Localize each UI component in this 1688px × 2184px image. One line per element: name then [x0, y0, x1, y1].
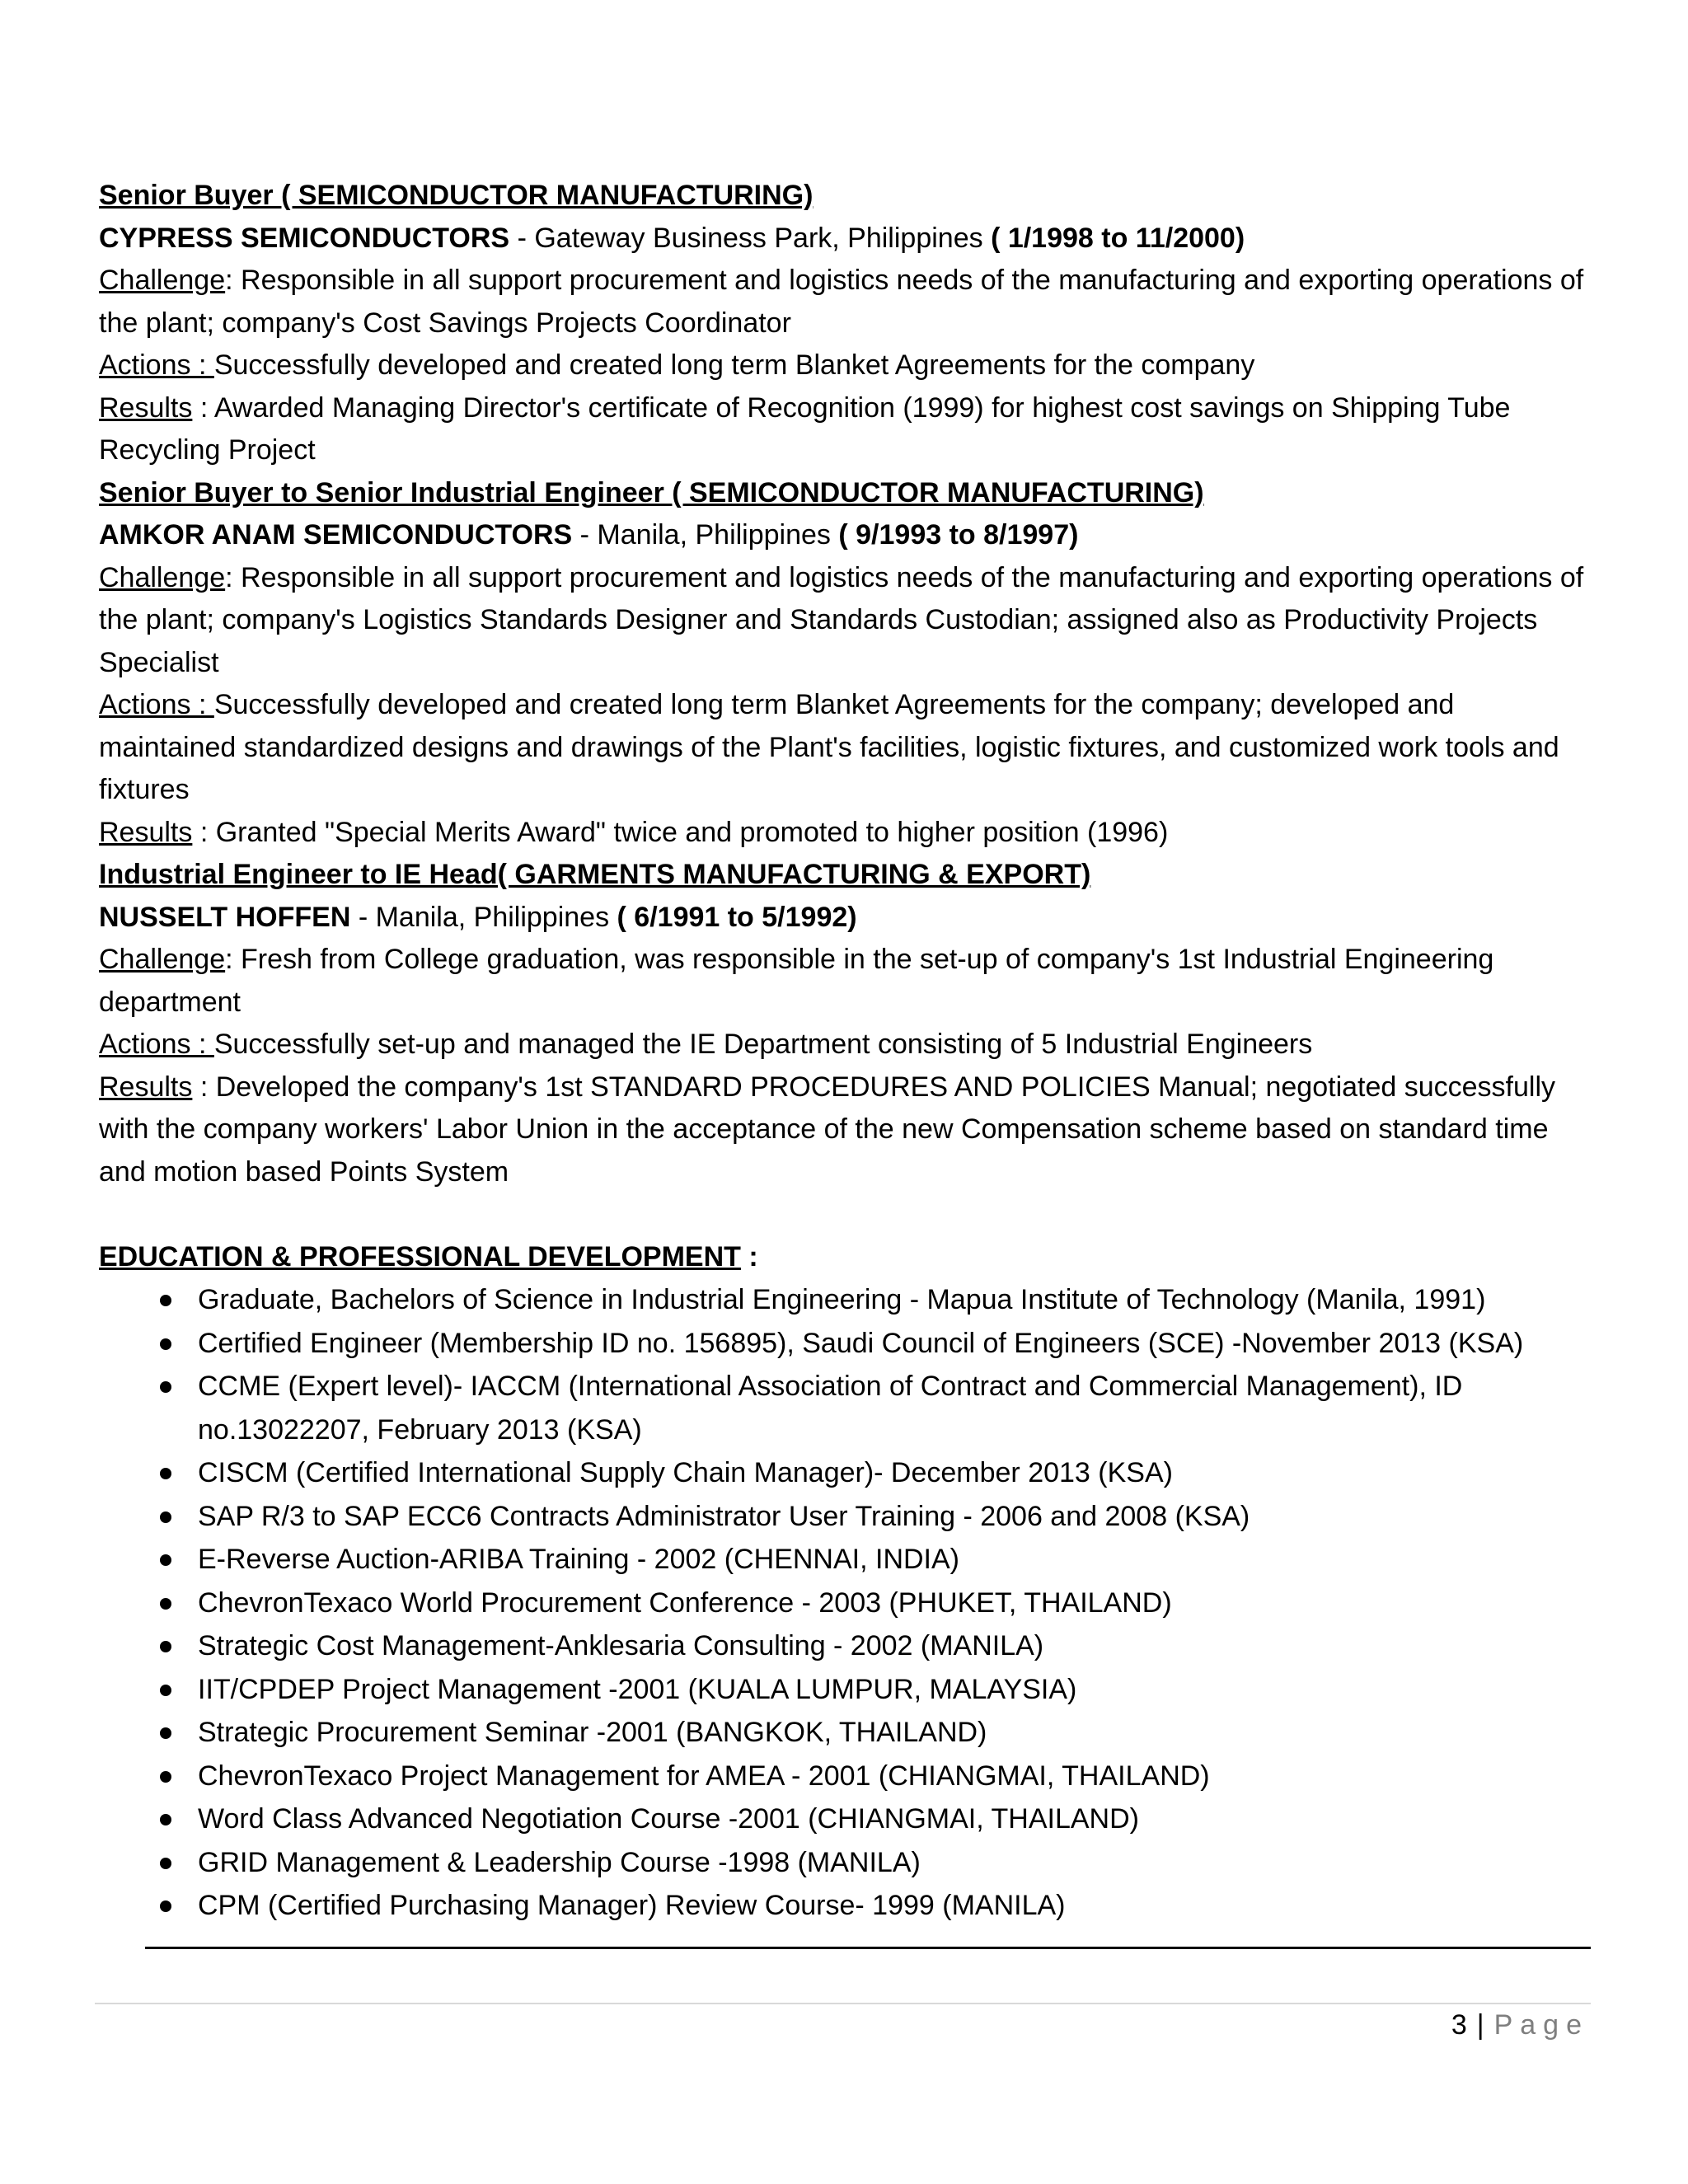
education-heading-colon: :	[740, 1240, 758, 1272]
education-heading: EDUCATION & PROFESSIONAL DEVELOPMENT	[99, 1240, 741, 1272]
results-text: : Granted "Special Merits Award" twice and promoted to higher position (1996)	[192, 816, 1169, 848]
job-actions	[99, 1024, 1599, 1066]
education-heading-line	[99, 1236, 1599, 1279]
job-dates: ( 6/1991 to 5/1992)	[617, 901, 857, 933]
job-results	[99, 812, 1599, 855]
results-label: Results	[99, 391, 193, 424]
job-challenge	[99, 939, 1599, 1024]
challenge-label: Challenge	[99, 561, 226, 593]
actions-label: Actions :	[99, 1029, 214, 1060]
job-results	[99, 387, 1599, 472]
list-item: SAP R/3 to SAP ECC6 Contracts Administrator User Training - 2006 and 2008 (KSA)	[99, 1495, 1599, 1539]
job-location: - Gateway Business Park, Philippines	[509, 222, 992, 254]
challenge-label: Challenge	[99, 944, 226, 975]
list-item: Strategic Cost Management-Anklesaria Consulting - 2002 (MANILA)	[99, 1624, 1599, 1668]
job-company: CYPRESS SEMICONDUCTORS	[99, 222, 510, 254]
list-item: Graduate, Bachelors of Science in Industrial Engineering - Mapua Institute of Technology (Manila, 1991)	[99, 1278, 1599, 1322]
actions-label: Actions :	[99, 349, 214, 381]
job-challenge	[99, 260, 1599, 344]
job-challenge	[99, 557, 1599, 685]
job-entry-nusselt	[99, 854, 1599, 1193]
job-title: Industrial Engineer to IE Head( GARMENTS MANUFACTURING & EXPORT)	[99, 859, 1091, 890]
job-dates: ( 1/1998 to 11/2000)	[991, 222, 1245, 254]
job-title: Senior Buyer to Senior Industrial Engineer ( SEMICONDUCTOR MANUFACTURING)	[99, 476, 1204, 509]
job-company: AMKOR ANAM SEMICONDUCTORS	[99, 519, 573, 551]
job-company: NUSSELT HOFFEN	[99, 901, 351, 933]
job-results	[99, 1066, 1599, 1194]
section-divider	[145, 1947, 1591, 1949]
document-body	[99, 175, 1599, 1928]
job-company-line	[99, 897, 1599, 940]
education-list	[99, 1278, 1599, 1928]
job-title: Senior Buyer ( SEMICONDUCTOR MANUFACTURING)	[99, 180, 814, 211]
actions-label: Actions :	[99, 689, 214, 720]
page-footer	[1451, 2004, 1589, 2046]
list-item: IIT/CPDEP Project Management -2001 (KUALA LUMPUR, MALAYSIA)	[99, 1668, 1599, 1712]
job-actions	[99, 684, 1599, 812]
list-item: Certified Engineer (Membership ID no. 156895), Saudi Council of Engineers (SCE) -November 2013 (KSA)	[99, 1322, 1599, 1366]
footer-divider	[95, 2003, 1591, 2004]
list-item: CCME (Expert level)- IACCM (International Association of Contract and Commercial Management), ID no.13022207, February 2013 (KSA)	[99, 1365, 1599, 1451]
list-item: ChevronTexaco World Procurement Conference - 2003 (PHUKET, THAILAND)	[99, 1582, 1599, 1625]
page-number: 3	[1451, 2009, 1467, 2041]
job-dates: ( 9/1993 to 8/1997)	[838, 519, 1079, 551]
job-company-line	[99, 218, 1599, 260]
actions-text: Successfully set-up and managed the IE Department consisting of 5 Industrial Engineers	[213, 1029, 1313, 1060]
section-spacer	[99, 1193, 1599, 1236]
results-text: : Awarded Managing Director's certificate of Recognition (1999) for highest cost savings on Shipping Tube Recycling Project	[99, 391, 1511, 466]
footer-separator: |	[1476, 2009, 1484, 2041]
job-location: - Manila, Philippines	[350, 901, 617, 933]
page-label: Page	[1493, 2009, 1589, 2041]
job-entry-amkor	[99, 472, 1599, 855]
results-label: Results	[99, 1071, 193, 1103]
job-location: - Manila, Philippines	[572, 519, 839, 551]
list-item: E-Reverse Auction-ARIBA Training - 2002 (CHENNAI, INDIA)	[99, 1538, 1599, 1582]
education-section	[99, 1236, 1599, 1928]
challenge-text: : Fresh from College graduation, was responsible in the set-up of company's 1st Industrial Engineering department	[99, 944, 1494, 1018]
job-actions	[99, 344, 1599, 387]
list-item: CISCM (Certified International Supply Chain Manager)- December 2013 (KSA)	[99, 1451, 1599, 1495]
job-company-line	[99, 514, 1599, 557]
challenge-label: Challenge	[99, 265, 226, 296]
actions-text: Successfully developed and created long term Blanket Agreements for the company; developed and maintained standardized designs and drawings of the Plant's facilities, logistic fixtures, and customized work tools and fixtures	[99, 689, 1559, 805]
results-text: : Developed the company's 1st STANDARD PROCEDURES AND POLICIES Manual; negotiated successfully with the company workers' Labor Union in the acceptance of the new Compensation scheme based on standard time and motion based Points System	[99, 1071, 1556, 1188]
list-item: ChevronTexaco Project Management for AMEA - 2001 (CHIANGMAI, THAILAND)	[99, 1755, 1599, 1798]
job-entry-cypress	[99, 175, 1599, 472]
list-item: Word Class Advanced Negotiation Course -2001 (CHIANGMAI, THAILAND)	[99, 1797, 1599, 1841]
list-item: GRID Management & Leadership Course -1998 (MANILA)	[99, 1841, 1599, 1885]
results-label: Results	[99, 816, 193, 848]
challenge-text: : Responsible in all support procurement and logistics needs of the manufacturing and exporting operations of the plant; company's Cost Savings Projects Coordinator	[99, 265, 1584, 339]
actions-text: Successfully developed and created long term Blanket Agreements for the company	[213, 349, 1255, 381]
list-item: Strategic Procurement Seminar -2001 (BANGKOK, THAILAND)	[99, 1711, 1599, 1755]
list-item: CPM (Certified Purchasing Manager) Review Course- 1999 (MANILA)	[99, 1884, 1599, 1928]
challenge-text: : Responsible in all support procurement and logistics needs of the manufacturing and exporting operations of the plant; company's Logistics Standards Designer and Standards Custodian; assigned also as Productivity Projects Specialist	[99, 561, 1584, 678]
